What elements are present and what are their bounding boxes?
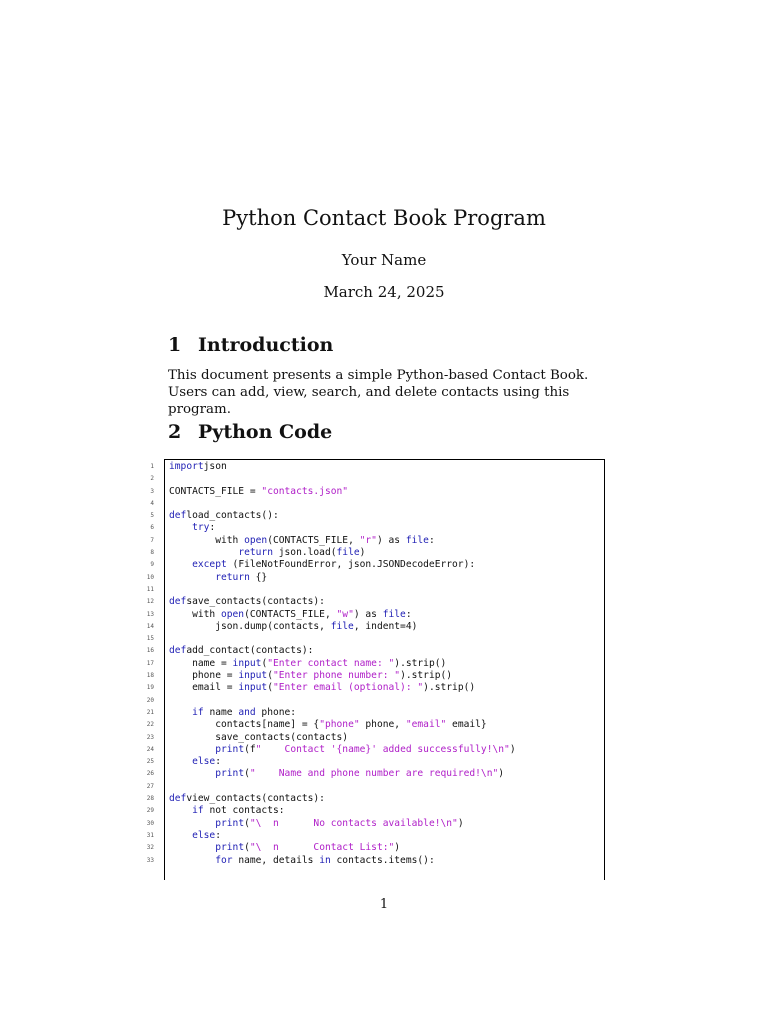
line-number: 1 (150, 463, 154, 470)
code-keyword: def (169, 596, 187, 608)
code-token: : (215, 756, 221, 768)
code-line (0, 609, 768, 621)
code-token (169, 744, 215, 755)
code-line (0, 559, 768, 571)
code-line (0, 756, 768, 768)
code-token: ) (498, 768, 505, 780)
code-keyword: print (215, 743, 245, 755)
code-string: "Enter phone number: " (272, 670, 401, 682)
code-token: phone = (169, 670, 239, 682)
code-token: ( (267, 682, 273, 694)
code-text (169, 535, 435, 547)
section-title: Introduction (198, 334, 334, 356)
code-line (0, 781, 768, 793)
line-number: 2 (150, 475, 154, 483)
code-token: ).strip() (394, 657, 447, 669)
code-line (0, 830, 768, 842)
code-text (169, 559, 475, 571)
code-token: : (209, 522, 216, 534)
code-token (169, 855, 215, 866)
code-token: name, details (232, 854, 320, 866)
code-token: ( (244, 768, 250, 780)
line-number: 4 (150, 499, 154, 507)
code-token: json.load( (272, 547, 337, 559)
code-keyword: else (192, 756, 216, 768)
line-number: 30 (146, 819, 154, 827)
code-token: add_contact(contacts): (186, 645, 314, 657)
code-token: phone, (359, 719, 406, 731)
code-token: (f (244, 743, 256, 755)
code-token: ).strip() (423, 682, 476, 694)
line-number: 24 (146, 745, 154, 753)
code-line (0, 658, 768, 670)
code-text (169, 547, 365, 559)
code-text (169, 609, 412, 621)
line-number: 14 (146, 622, 154, 630)
line-number: 5 (150, 512, 154, 520)
code-token: : (405, 608, 412, 620)
code-token: contacts.items(): (330, 854, 435, 866)
code-text (169, 768, 504, 780)
code-line (0, 584, 768, 596)
code-string: "\ n Contact List:" (249, 842, 395, 854)
code-token: name (203, 706, 239, 718)
line-number: 3 (150, 487, 154, 495)
code-line (0, 744, 768, 756)
code-token: save_contacts(contacts): (186, 596, 325, 608)
line-number: 26 (146, 770, 154, 778)
line-number: 16 (146, 647, 154, 655)
page-number: 1 (379, 897, 389, 912)
code-text (169, 486, 348, 498)
code-token (169, 830, 192, 841)
code-line (0, 621, 768, 633)
code-token: : (215, 829, 221, 841)
code-token: ).strip() (400, 670, 453, 682)
code-line (0, 818, 768, 830)
code-keyword: import (169, 461, 204, 472)
code-token: with (169, 534, 245, 546)
code-token (169, 559, 192, 570)
code-token: ) (457, 817, 464, 829)
code-line (0, 498, 768, 510)
section-heading-python-code (168, 421, 332, 443)
code-text (169, 818, 464, 830)
code-text (169, 670, 452, 682)
code-line (0, 461, 768, 473)
code-token (169, 842, 215, 853)
code-string: "Enter contact name: " (267, 657, 395, 669)
code-line (0, 572, 768, 584)
code-token (169, 818, 215, 829)
code-token (169, 522, 192, 533)
code-token: contacts[name] = { (169, 719, 320, 731)
section-number: 2 (168, 421, 182, 443)
code-text (169, 707, 296, 719)
code-keyword: file (330, 620, 354, 632)
intro-paragraph: This document presents a simple Python-based Contact Book. Users can add, view, search, and delete contacts using this program. (168, 368, 589, 417)
author-name: Your Name (341, 251, 427, 269)
line-number: 6 (150, 524, 154, 532)
code-listing (0, 461, 768, 867)
line-number: 10 (146, 573, 154, 581)
code-token: {} (249, 571, 268, 583)
code-text (169, 461, 227, 473)
code-string: "email" (405, 719, 447, 731)
code-token: email = (169, 682, 239, 694)
code-token: json (203, 461, 227, 472)
code-line (0, 486, 768, 498)
line-number: 19 (146, 684, 154, 692)
code-string: " Name and phone number are required!\n" (249, 768, 499, 780)
line-number: 29 (146, 807, 154, 815)
section-title: Python Code (198, 421, 333, 443)
code-token (169, 756, 192, 767)
code-text (169, 805, 285, 817)
code-keyword: if (192, 706, 204, 718)
code-token (169, 707, 192, 718)
code-text (169, 744, 516, 756)
code-line (0, 719, 768, 731)
code-token: phone: (255, 706, 297, 718)
code-token: ) (509, 743, 516, 755)
code-token: ( (261, 657, 268, 669)
line-number: 18 (146, 672, 154, 680)
code-token: with (169, 608, 221, 620)
code-keyword: return (215, 571, 250, 583)
code-token: CONTACTS_FILE = (169, 485, 262, 497)
code-line (0, 633, 768, 645)
code-token (169, 547, 238, 558)
code-string: "\ n No contacts available!\n" (249, 817, 458, 829)
line-number: 17 (146, 659, 154, 667)
code-line (0, 768, 768, 780)
code-token: ( (244, 842, 250, 854)
line-number: 28 (146, 795, 154, 803)
code-line (0, 596, 768, 608)
code-text (169, 510, 279, 522)
section-number: 1 (168, 334, 182, 356)
code-token: ) (394, 842, 401, 854)
code-token: (CONTACTS_FILE, (267, 534, 360, 546)
code-keyword: print (215, 817, 245, 829)
code-keyword: input (238, 670, 268, 682)
line-number: 7 (150, 536, 154, 544)
code-keyword: input (238, 682, 268, 694)
code-string: "contacts.json" (261, 485, 349, 497)
code-token: ) (359, 547, 366, 559)
code-line (0, 855, 768, 867)
line-number: 13 (146, 610, 154, 618)
code-keyword: and (238, 706, 256, 718)
code-line (0, 547, 768, 559)
code-keyword: input (232, 657, 262, 669)
line-number: 22 (146, 721, 154, 729)
code-token: save_contacts(contacts) (169, 731, 349, 743)
code-token: ( (267, 670, 273, 682)
code-text (169, 572, 267, 584)
code-token: ) as (376, 534, 406, 546)
code-token: not contacts: (203, 805, 285, 817)
code-keyword: file (336, 547, 360, 559)
code-token: email} (446, 719, 487, 731)
section-heading-introduction (168, 334, 333, 356)
line-number: 11 (146, 585, 154, 593)
code-text (169, 732, 348, 744)
code-line (0, 695, 768, 707)
code-line (0, 473, 768, 485)
line-number: 31 (146, 831, 154, 839)
code-line (0, 522, 768, 534)
line-number: 27 (146, 782, 154, 790)
code-text (169, 793, 325, 805)
code-keyword: open (220, 608, 245, 620)
line-number: 21 (146, 708, 154, 716)
code-token: ( (244, 817, 250, 829)
line-number: 20 (146, 696, 154, 704)
code-string: " Contact '{name}' added successfully!\n" (255, 743, 510, 755)
code-text (169, 682, 475, 694)
code-text (169, 522, 215, 534)
code-token: view_contacts(contacts): (186, 793, 325, 805)
code-keyword: else (192, 829, 216, 841)
code-keyword: def (169, 510, 187, 522)
code-text (169, 621, 417, 633)
code-line (0, 535, 768, 547)
code-token (169, 805, 192, 816)
code-keyword: def (169, 793, 187, 805)
code-token: name = (169, 657, 233, 669)
line-number: 9 (150, 561, 154, 569)
paper-date: March 24, 2025 (323, 283, 445, 301)
code-text (169, 855, 435, 867)
code-line (0, 510, 768, 522)
code-token: (CONTACTS_FILE, (244, 608, 337, 620)
code-token: : (428, 534, 435, 546)
code-token: load_contacts(): (186, 510, 279, 522)
code-token: ) as (353, 608, 383, 620)
line-number: 15 (146, 635, 154, 643)
code-text (169, 830, 221, 842)
code-line (0, 732, 768, 744)
code-line (0, 805, 768, 817)
code-string: "phone" (319, 719, 360, 731)
line-number: 25 (146, 758, 154, 766)
code-line (0, 670, 768, 682)
code-keyword: def (169, 645, 187, 657)
code-token: json.dump(contacts, (169, 620, 331, 632)
paper-title: Python Contact Book Program (222, 206, 546, 230)
line-number: 12 (146, 598, 154, 606)
code-string: "w" (336, 608, 354, 620)
code-text (169, 596, 325, 608)
code-text (169, 719, 487, 731)
code-text (169, 756, 221, 768)
code-string: "r" (359, 534, 377, 546)
code-keyword: file (382, 608, 406, 620)
code-token: , indent=4) (353, 620, 418, 632)
code-string: "Enter email (optional): " (272, 682, 424, 694)
code-keyword: except (192, 559, 227, 571)
code-token (169, 768, 215, 779)
code-keyword: open (244, 534, 268, 546)
code-keyword: print (215, 842, 245, 854)
code-text (169, 645, 313, 657)
code-line (0, 793, 768, 805)
line-number: 33 (146, 856, 154, 864)
code-line (0, 707, 768, 719)
line-number: 23 (146, 733, 154, 741)
code-keyword: return (238, 547, 273, 559)
code-token: (FileNotFoundError, json.JSONDecodeError): (226, 559, 476, 571)
line-number: 32 (146, 844, 154, 852)
code-text (169, 842, 400, 854)
code-line (0, 645, 768, 657)
line-number: 8 (150, 549, 154, 557)
code-keyword: for (215, 854, 233, 866)
code-line (0, 682, 768, 694)
code-keyword: in (319, 854, 331, 866)
code-keyword: print (215, 768, 245, 780)
code-token (169, 572, 215, 583)
code-keyword: if (192, 805, 204, 817)
code-keyword: try (192, 522, 210, 534)
code-line (0, 842, 768, 854)
code-keyword: file (405, 534, 429, 546)
code-text (169, 658, 446, 670)
